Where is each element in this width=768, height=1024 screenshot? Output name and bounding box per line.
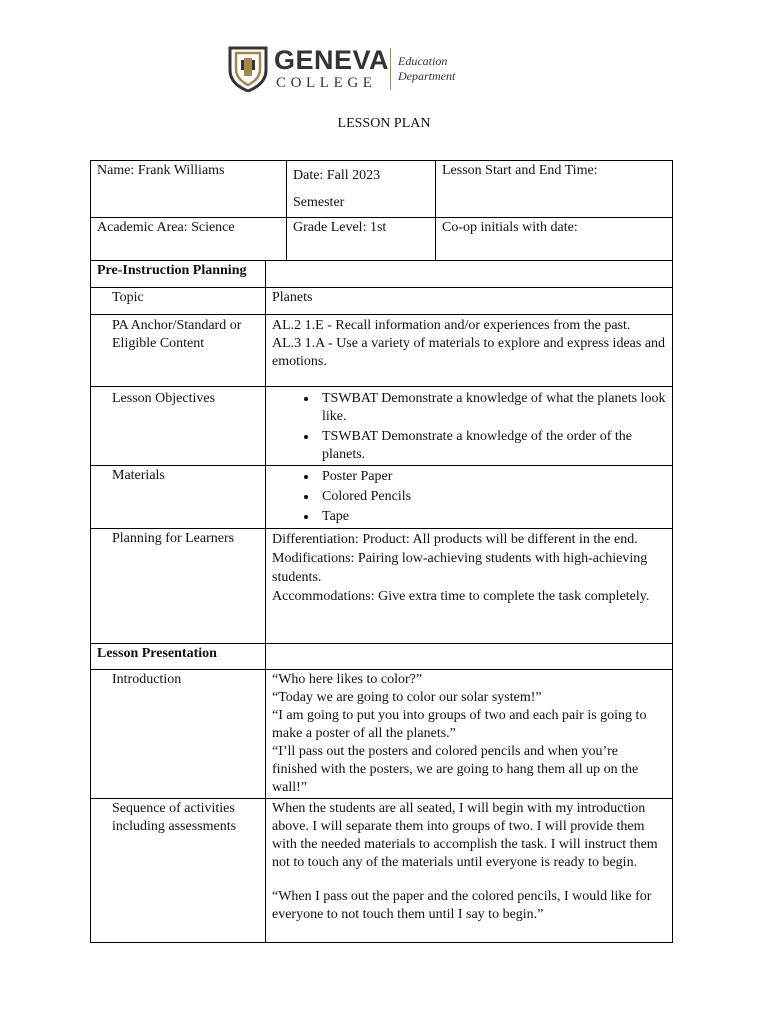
learners-label: Planning for Learners <box>91 529 266 644</box>
material-item: • Poster Paper <box>318 467 666 487</box>
introduction-row <box>91 670 673 799</box>
intro-line: “Who here likes to color?” <box>272 672 423 687</box>
pre-instruction-row <box>91 261 673 288</box>
objectives-value <box>266 387 673 466</box>
pa-anchor-row <box>91 315 673 387</box>
date-text: Date: Fall 2023 <box>293 168 381 183</box>
sequence-label: Sequence of activities including assessments <box>91 799 266 943</box>
header-row-2 <box>91 218 673 261</box>
lesson-plan-table <box>90 160 673 943</box>
presentation-heading: Lesson Presentation <box>91 644 266 670</box>
intro-line: “I am going to put you into groups of two and each pair is going to make a poster of all the planets.” <box>272 708 647 741</box>
logo-dept-line1: Education <box>398 54 448 68</box>
modifications-text: Modifications: Pairing low-achieving students with high-achieving students. <box>272 551 648 585</box>
introduction-value <box>266 670 673 799</box>
materials-row <box>91 466 673 529</box>
grade-level-cell: Grade Level: 1st <box>287 218 436 261</box>
objectives-label: Lesson Objectives <box>91 387 266 466</box>
logo-name: GENEVA <box>274 45 390 75</box>
objectives-list <box>272 390 666 464</box>
objective-item: • TSWBAT Demonstrate a knowledge of what the planets look like. <box>318 390 666 426</box>
differentiation-text: Differentiation: Product: All products will be different in the end. <box>272 532 638 547</box>
header-row-1 <box>91 161 673 218</box>
coop-initials-cell: Co-op initials with date: <box>436 218 673 261</box>
pa-anchor-value <box>266 315 673 387</box>
material-item: • Tape <box>318 507 666 527</box>
objective-item: • TSWBAT Demonstrate a knowledge of the order of the planets. <box>318 428 666 464</box>
pre-instruction-heading: Pre-Instruction Planning <box>91 261 266 288</box>
introduction-label: Introduction <box>91 670 266 799</box>
logo-subname: COLLEGE <box>276 75 377 91</box>
objectives-row <box>91 387 673 466</box>
presentation-row <box>91 644 673 670</box>
document-title: LESSON PLAN <box>337 116 431 131</box>
presentation-empty <box>266 644 673 670</box>
academic-area-cell: Academic Area: Science <box>91 218 287 261</box>
materials-value <box>266 466 673 529</box>
materials-list <box>272 467 666 527</box>
topic-value: Planets <box>266 288 673 315</box>
name-cell: Name: Frank Williams <box>91 161 287 218</box>
logo-dept-line2: Department <box>398 69 456 83</box>
material-item: • Colored Pencils <box>318 487 666 507</box>
topic-row <box>91 288 673 315</box>
pa-anchor-label: PA Anchor/Standard or Eligible Content <box>91 315 266 387</box>
pa-standard-2: AL.3 1.A - Use a variety of materials to explore and express ideas and emotions. <box>272 336 666 369</box>
pre-instruction-empty <box>266 261 673 288</box>
intro-line: “I’ll pass out the posters and colored pencils and when you’re finished with the posters, we are going to hang them all up on the wall!” <box>272 744 639 795</box>
geneva-shield-icon <box>228 46 268 92</box>
sequence-row <box>91 799 673 943</box>
learners-value <box>266 529 673 644</box>
semester-text: Semester <box>293 195 345 210</box>
logo-divider <box>390 48 391 90</box>
paragraph-gap <box>272 872 666 888</box>
sequence-paragraph-1: When the students are all seated, I will begin with my introduction above. I will separate them into groups of two. I will provide them with the needed materials to accomplish the task. I will instruct them not to touch any of the materials until everyone is ready to begin. <box>272 801 658 870</box>
sequence-value <box>266 799 673 943</box>
logo-department <box>398 54 455 84</box>
topic-label: Topic <box>91 288 266 315</box>
pa-standard-1: AL.2 1.E - Recall information and/or experiences from the past. <box>272 318 631 333</box>
materials-label: Materials <box>91 466 266 529</box>
accommodations-text: Accommodations: Give extra time to complete the task completely. <box>272 589 650 604</box>
date-cell <box>287 161 436 218</box>
intro-line: “Today we are going to color our solar system!” <box>272 690 542 705</box>
geneva-college-logo <box>228 42 478 96</box>
lesson-time-cell: Lesson Start and End Time: <box>436 161 673 218</box>
sequence-paragraph-2: “When I pass out the paper and the colored pencils, I would like for everyone to not touch them until I say to begin.” <box>272 889 652 922</box>
learners-row <box>91 529 673 644</box>
